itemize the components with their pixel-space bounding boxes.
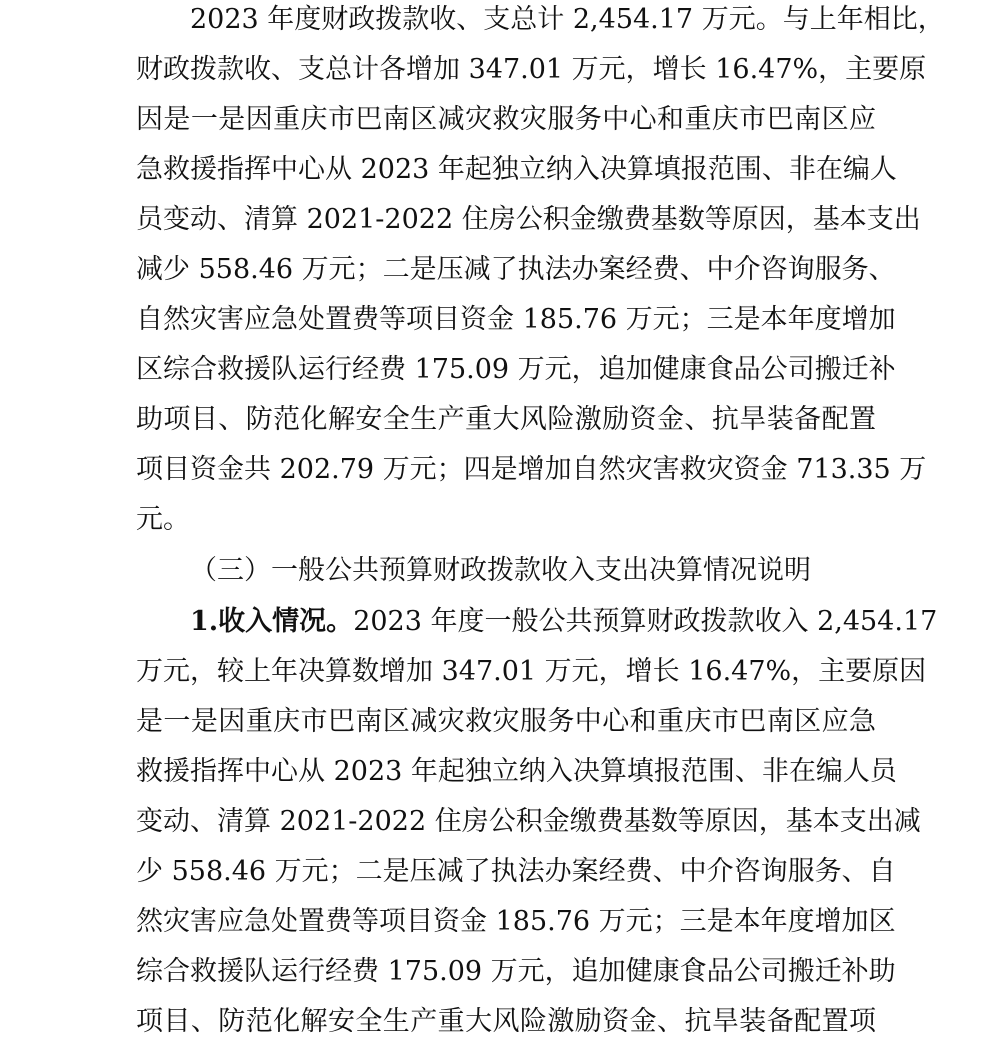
paragraph-2-lead-bold: 1.收入情况。: [190, 606, 354, 637]
paragraph-1-line-5: 员变动、清算 2021-2022 住房公积金缴费基数等原因，基本支出: [136, 204, 921, 235]
paragraph-2-line-7: 然灾害应急处置费等项目资金 185.76 万元；三是本年度增加区: [136, 906, 896, 937]
paragraph-1-line-3: 因是一是因重庆市巴南区减灾救灾服务中心和重庆市巴南区应: [136, 104, 876, 135]
section-heading: （三）一般公共预算财政拨款收入支出决算情况说明: [190, 555, 811, 586]
paragraph-1-line-7: 自然灾害应急处置费等项目资金 185.76 万元；三是本年度增加: [136, 304, 896, 335]
paragraph-2-line-8: 综合救援队运行经费 175.09 万元，追加健康食品公司搬迁补助: [136, 956, 896, 987]
paragraph-1-line-11: 元。: [136, 504, 190, 535]
paragraph-1-line-9: 助项目、防范化解安全生产重大风险激励资金、抗旱装备配置: [136, 404, 876, 435]
paragraph-1-line-10: 项目资金共 202.79 万元；四是增加自然灾害救灾资金 713.35 万: [136, 454, 927, 485]
paragraph-2-first-line-rest: 2023 年度一般公共预算财政拨款收入 2,454.17: [353, 606, 938, 637]
paragraph-1-line-6: 减少 558.46 万元；二是压减了执法办案经费、中介咨询服务、: [136, 254, 896, 285]
paragraph-2-line-4: 救援指挥中心从 2023 年起独立纳入决算填报范围、非在编人员: [136, 756, 897, 787]
paragraph-1-line-1: 2023 年度财政拨款收、支总计 2,454.17 万元。与上年相比，: [190, 4, 945, 35]
paragraph-1-line-8: 区综合救援队运行经费 175.09 万元，追加健康食品公司搬迁补: [136, 354, 896, 385]
paragraph-2-line-3: 是一是因重庆市巴南区减灾救灾服务中心和重庆市巴南区应急: [136, 706, 876, 737]
paragraph-2-line-5: 变动、清算 2021-2022 住房公积金缴费基数等原因，基本支出减: [136, 806, 921, 837]
paragraph-2-line-9: 项目、防范化解安全生产重大风险激励资金、抗旱装备配置项: [136, 1006, 876, 1037]
paragraph-2-line-6: 少 558.46 万元；二是压减了执法办案经费、中介咨询服务、自: [136, 856, 896, 887]
paragraph-1-line-4: 急救援指挥中心从 2023 年起独立纳入决算填报范围、非在编人: [136, 154, 897, 185]
paragraph-2-line-1: [190, 602, 938, 642]
paragraph-1-line-2: 财政拨款收、支总计各增加 347.01 万元，增长 16.47%，主要原: [136, 54, 927, 85]
paragraph-2-line-2: 万元，较上年决算数增加 347.01 万元，增长 16.47%，主要原因: [136, 656, 927, 687]
